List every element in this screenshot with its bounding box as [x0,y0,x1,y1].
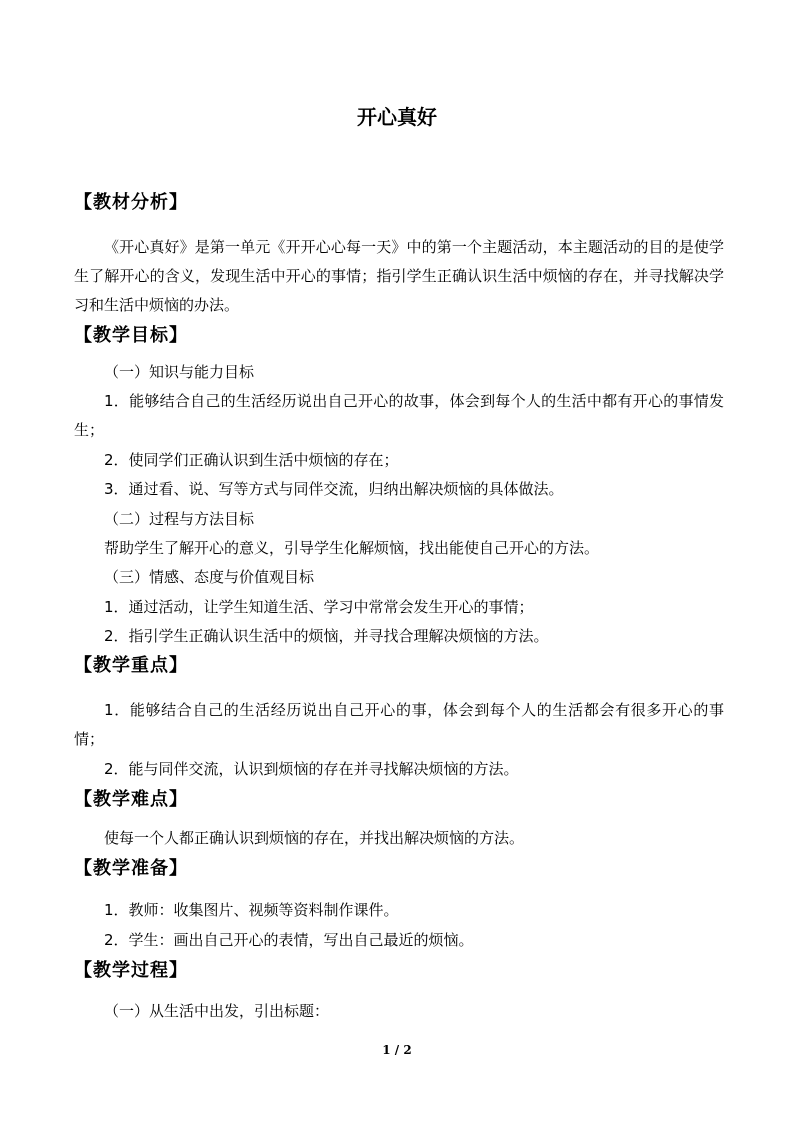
objectives-item-1: 1．能够结合自己的生活经历说出自己开心的故事，体会到每个人的生活中都有开心的事情发生； [74,392,724,439]
objectives-subheading-2: （二）过程与方法目标 [104,510,255,528]
section-heading-objectives: 【教学目标】 [74,325,188,346]
section-heading-preparation: 【教学准备】 [74,858,188,879]
section-heading-analysis: 【教材分析】 [74,192,188,213]
analysis-paragraph: 《开心真好》是第一单元《开开心心每一天》中的第一个主题活动，本主题活动的目的是使学生了解开心的含义，发现生活中开心的事情；指引学生正确认识生活中烦恼的存在，并寻找解决学习和生活中烦恼的办法。 [74,238,724,314]
preparation-item-2: 2．学生：画出自己开心的表情，写出自己最近的烦恼。 [104,931,474,949]
objectives-item-5: 2．指引学生正确认识生活中的烦恼，并寻找合理解决烦恼的方法。 [104,627,549,645]
objectives-paragraph-2: 帮助学生了解开心的意义，引导学生化解烦恼，找出能使自己开心的方法。 [104,539,600,557]
difficulties-paragraph: 使每一个人都正确认识到烦恼的存在，并找出解决烦恼的方法。 [104,829,525,847]
objectives-subheading-3: （三）情感、态度与价值观目标 [104,568,315,586]
section-heading-difficulties: 【教学难点】 [74,789,188,810]
key-points-item-2: 2．能与同伴交流，认识到烦恼的存在并寻找解决烦恼的方法。 [104,760,519,778]
preparation-item-1: 1．教师：收集图片、视频等资料制作课件。 [104,901,399,919]
objectives-item-4: 1．通过活动，让学生知道生活、学习中常常会发生开心的事情； [104,598,534,616]
section-heading-process: 【教学过程】 [74,960,188,981]
document-title: 开心真好 [357,105,437,129]
page-number: 1 / 2 [382,1043,412,1057]
objectives-item-3: 3．通过看、说、写等方式与同伴交流，归纳出解决烦恼的具体做法。 [104,480,564,498]
process-subheading-1: （一）从生活中出发，引出标题： [104,1002,330,1020]
objectives-subheading-1: （一）知识与能力目标 [104,363,255,381]
section-heading-key-points: 【教学重点】 [74,655,188,676]
key-points-item-1: 1．能够结合自己的生活经历说出自己开心的事，体会到每个人的生活都会有很多开心的事情； [74,701,724,748]
objectives-item-2: 2．使同学们正确认识到生活中烦恼的存在； [104,451,399,469]
